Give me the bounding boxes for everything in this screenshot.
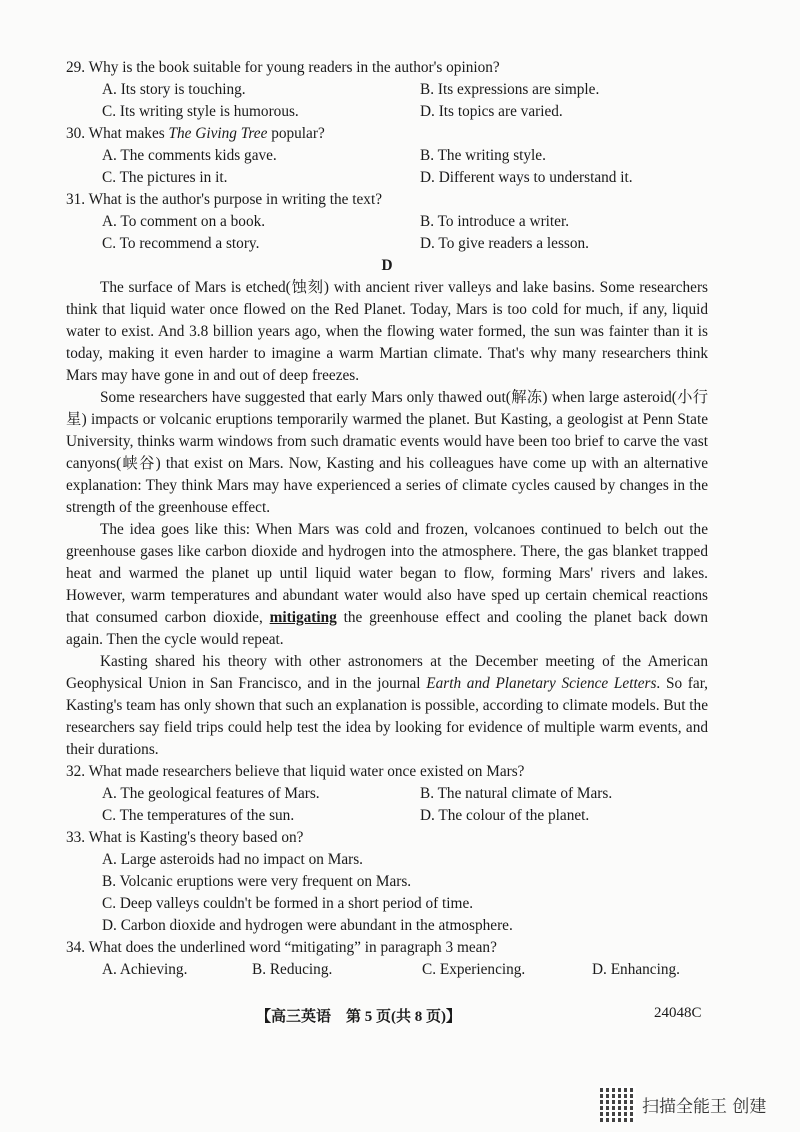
option: D. The colour of the planet. xyxy=(420,807,590,824)
text: the greenhouse effect and cooling the planet back down again. Then the cycle would repeat. xyxy=(66,609,708,648)
book-title: The Giving Tree xyxy=(168,125,268,142)
stem-text: popular? xyxy=(267,125,325,142)
question-29-options xyxy=(66,79,708,123)
scanner-watermark xyxy=(600,1086,766,1122)
paragraph-2: Some researchers have suggested that early Mars only thawed out(解冻) when large asteroid(小行星) impacts or volcanic eruptions temporarily warmed the planet. But Kasting, a geologist at Penn State University, thinks warm windows from such dramatic events would have been too brief to carve the vast canyons(峡谷) that exist on Mars. Now, Kasting and his colleagues have come up with an alternative explanation: They think Mars may have experienced a series of climate cycles caused by changes in the strength of the greenhouse effect. xyxy=(66,389,708,516)
question-29: 29. Why is the book suitable for young readers in the author's opinion? xyxy=(66,59,500,76)
question-31-options xyxy=(66,211,708,255)
option: C. To recommend a story. xyxy=(102,235,260,252)
option: D. Enhancing. xyxy=(592,961,680,978)
option: B. Its expressions are simple. xyxy=(420,81,600,98)
question-32-options xyxy=(66,783,708,827)
paragraph-4 xyxy=(66,651,708,761)
journal-title: Earth and Planetary Science Letters xyxy=(426,675,657,692)
section-heading: D xyxy=(381,257,393,274)
option: B. Volcanic eruptions were very frequent on Mars. xyxy=(102,873,412,890)
question-34: 34. What does the underlined word “mitigating” in paragraph 3 mean? xyxy=(66,939,497,956)
option: B. The natural climate of Mars. xyxy=(420,785,613,802)
option: C. Experiencing. xyxy=(422,961,526,978)
text: . So far, Kasting's team has only shown that such an explanation is possible, according to climate models. But the researchers say field trips could help test the idea by looking for evidence of multiple warm events, and their durations. xyxy=(66,675,708,758)
underlined-word: mitigating xyxy=(269,609,337,626)
option: D. Carbon dioxide and hydrogen were abundant in the atmosphere. xyxy=(102,917,513,934)
option: D. Different ways to understand it. xyxy=(420,169,633,186)
option: B. To introduce a writer. xyxy=(420,213,570,230)
option: C. The temperatures of the sun. xyxy=(102,807,295,824)
option: C. The pictures in it. xyxy=(102,169,228,186)
option: A. Achieving. xyxy=(102,961,188,978)
text: Kasting shared his theory with other astronomers at the December meeting of the American Geophysical Union in San Francisco, and in the journal xyxy=(66,653,708,692)
paragraph-3 xyxy=(66,519,708,651)
option: A. To comment on a book. xyxy=(102,213,266,230)
question-32: 32. What made researchers believe that liquid water once existed on Mars? xyxy=(66,763,525,780)
question-31: 31. What is the author's purpose in writing the text? xyxy=(66,191,382,208)
question-33: 33. What is Kasting's theory based on? xyxy=(66,829,304,846)
exam-code: 24048C xyxy=(654,1005,702,1021)
option: A. The comments kids gave. xyxy=(102,147,277,164)
option: A. Its story is touching. xyxy=(102,81,246,98)
page-footer: 【高三英语 第 5 页(共 8 页)】 xyxy=(256,1009,461,1025)
watermark-text: 扫描全能王 创建 xyxy=(642,1096,767,1117)
option: C. Its writing style is humorous. xyxy=(102,103,299,120)
question-30-options xyxy=(66,145,708,189)
question-30 xyxy=(66,123,708,145)
stem-text: 30. What makes xyxy=(66,125,169,142)
text: The idea goes like this: When Mars was cold and frozen, volcanoes continued to belch out the greenhouse gases like carbon dioxide and hydrogen into the atmosphere. There, the gas blanket trapped heat and warmed the planet up until liquid water began to flow, forming Mars' rivers and lakes. However, warm temperatures and abundant water would also have sped up certain chemical reactions that consumed carbon dioxide, xyxy=(66,521,708,626)
option: B. The writing style. xyxy=(420,147,546,164)
option: D. To give readers a lesson. xyxy=(420,235,589,252)
option: B. Reducing. xyxy=(252,961,333,978)
qr-code-icon xyxy=(600,1086,636,1122)
option: D. Its topics are varied. xyxy=(420,103,563,120)
question-34-options xyxy=(66,959,708,981)
option: A. The geological features of Mars. xyxy=(102,785,320,802)
option: A. Large asteroids had no impact on Mars. xyxy=(102,851,363,868)
question-33-options xyxy=(66,849,708,937)
exam-page xyxy=(66,57,708,981)
option: C. Deep valleys couldn't be formed in a short period of time. xyxy=(102,895,474,912)
paragraph-1: The surface of Mars is etched(蚀刻) with ancient river valleys and lake basins. Some researchers think that liquid water once flowed on the Red Planet. Today, Mars is too cold for much, if any, liquid water to exist. And 3.8 billion years ago, when the flowing water formed, the sun was fainter than it is today, making it even harder to imagine a warm Martian climate. That's why many researchers think Mars may have gone in and out of deep freezes. xyxy=(66,279,708,384)
